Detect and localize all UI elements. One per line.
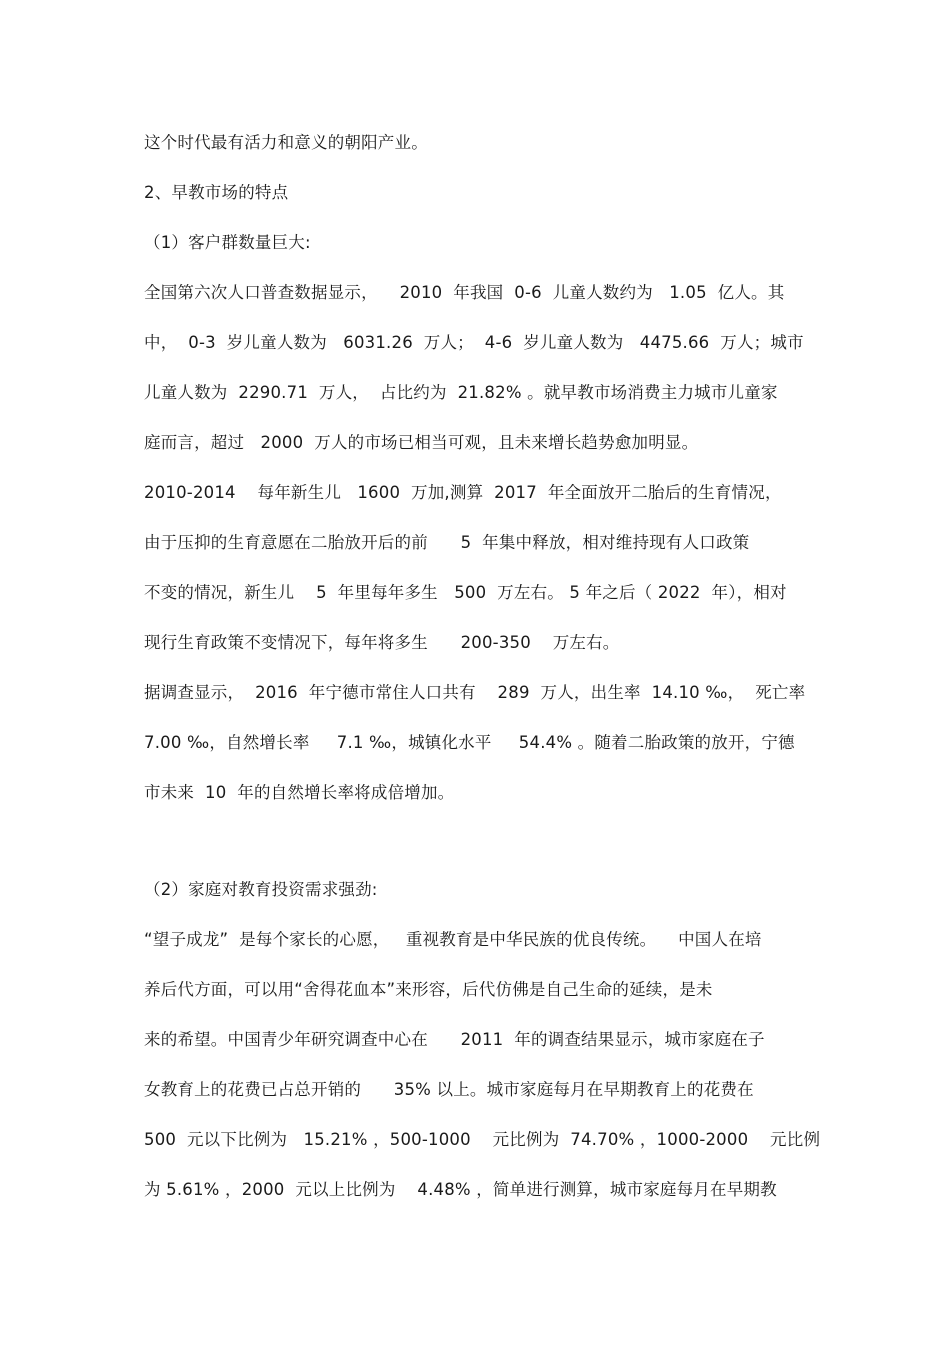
section-heading-market-features: 2、早教市场的特点 bbox=[144, 183, 289, 202]
paragraph-line: 据调查显示， 2016 年宁德市常住人口共有 289 万人，出生率 14.10 ‰， 死亡率 bbox=[144, 683, 806, 702]
subheading-family-investment: （2）家庭对教育投资需求强劲: bbox=[144, 880, 378, 899]
paragraph-line: 女教育上的花费已占总开销的 35% 以上。城市家庭每月在早期教育上的花费在 bbox=[144, 1080, 754, 1099]
paragraph-line: 由于压抑的生育意愿在二胎放开后的前 5 年集中释放，相对维持现有人口政策 bbox=[144, 533, 750, 552]
paragraph-line: 500 元以下比例为 15.21% ，500-1000 元比例为 74.70% ，1000-2000 元比例 bbox=[144, 1130, 821, 1149]
subheading-customer-base: （1）客户群数量巨大: bbox=[144, 233, 311, 252]
paragraph-line: “望子成龙” 是每个家长的心愿， 重视教育是中华民族的优良传统。 中国人在培 bbox=[144, 930, 762, 949]
paragraph-line: 中， 0-3 岁儿童人数为 6031.26 万人； 4-6 岁儿童人数为 4475.66 万人；城市 bbox=[144, 333, 804, 352]
paragraph-line: 为 5.61% ，2000 元以上比例为 4.48% ，简单进行测算，城市家庭每月在早期教 bbox=[144, 1180, 777, 1199]
paragraph-line: 养后代方面，可以用“舍得花血本”来形容，后代仿佛是自己生命的延续，是未 bbox=[144, 980, 713, 999]
paragraph-line: 现行生育政策不变情况下，每年将多生 200-350 万左右。 bbox=[144, 633, 620, 652]
paragraph-line: 庭而言，超过 2000 万人的市场已相当可观，且未来增长趋势愈加明显。 bbox=[144, 433, 699, 452]
paragraph-line: 不变的情况，新生儿 5 年里每年多生 500 万左右。 5 年之后（ 2022 年），相对 bbox=[144, 583, 787, 602]
paragraph-line: 2010-2014 每年新生儿 1600 万加,测算 2017 年全面放开二胎后的生育情况， bbox=[144, 483, 782, 502]
text-line-continuation: 这个时代最有活力和意义的朝阳产业。 bbox=[144, 133, 428, 152]
paragraph-line: 7.00 ‰，自然增长率 7.1 ‰，城镇化水平 54.4% 。随着二胎政策的放开，宁德 bbox=[144, 733, 795, 752]
paragraph-line: 儿童人数为 2290.71 万人， 占比约为 21.82% 。就早教市场消费主力城市儿童家 bbox=[144, 383, 778, 402]
paragraph-line: 来的希望。中国青少年研究调查中心在 2011 年的调查结果显示，城市家庭在子 bbox=[144, 1030, 765, 1049]
paragraph-line: 市未来 10 年的自然增长率将成倍增加。 bbox=[144, 783, 455, 802]
paragraph-line: 全国第六次人口普查数据显示， 2010 年我国 0-6 儿童人数约为 1.05 亿人。其 bbox=[144, 283, 785, 302]
